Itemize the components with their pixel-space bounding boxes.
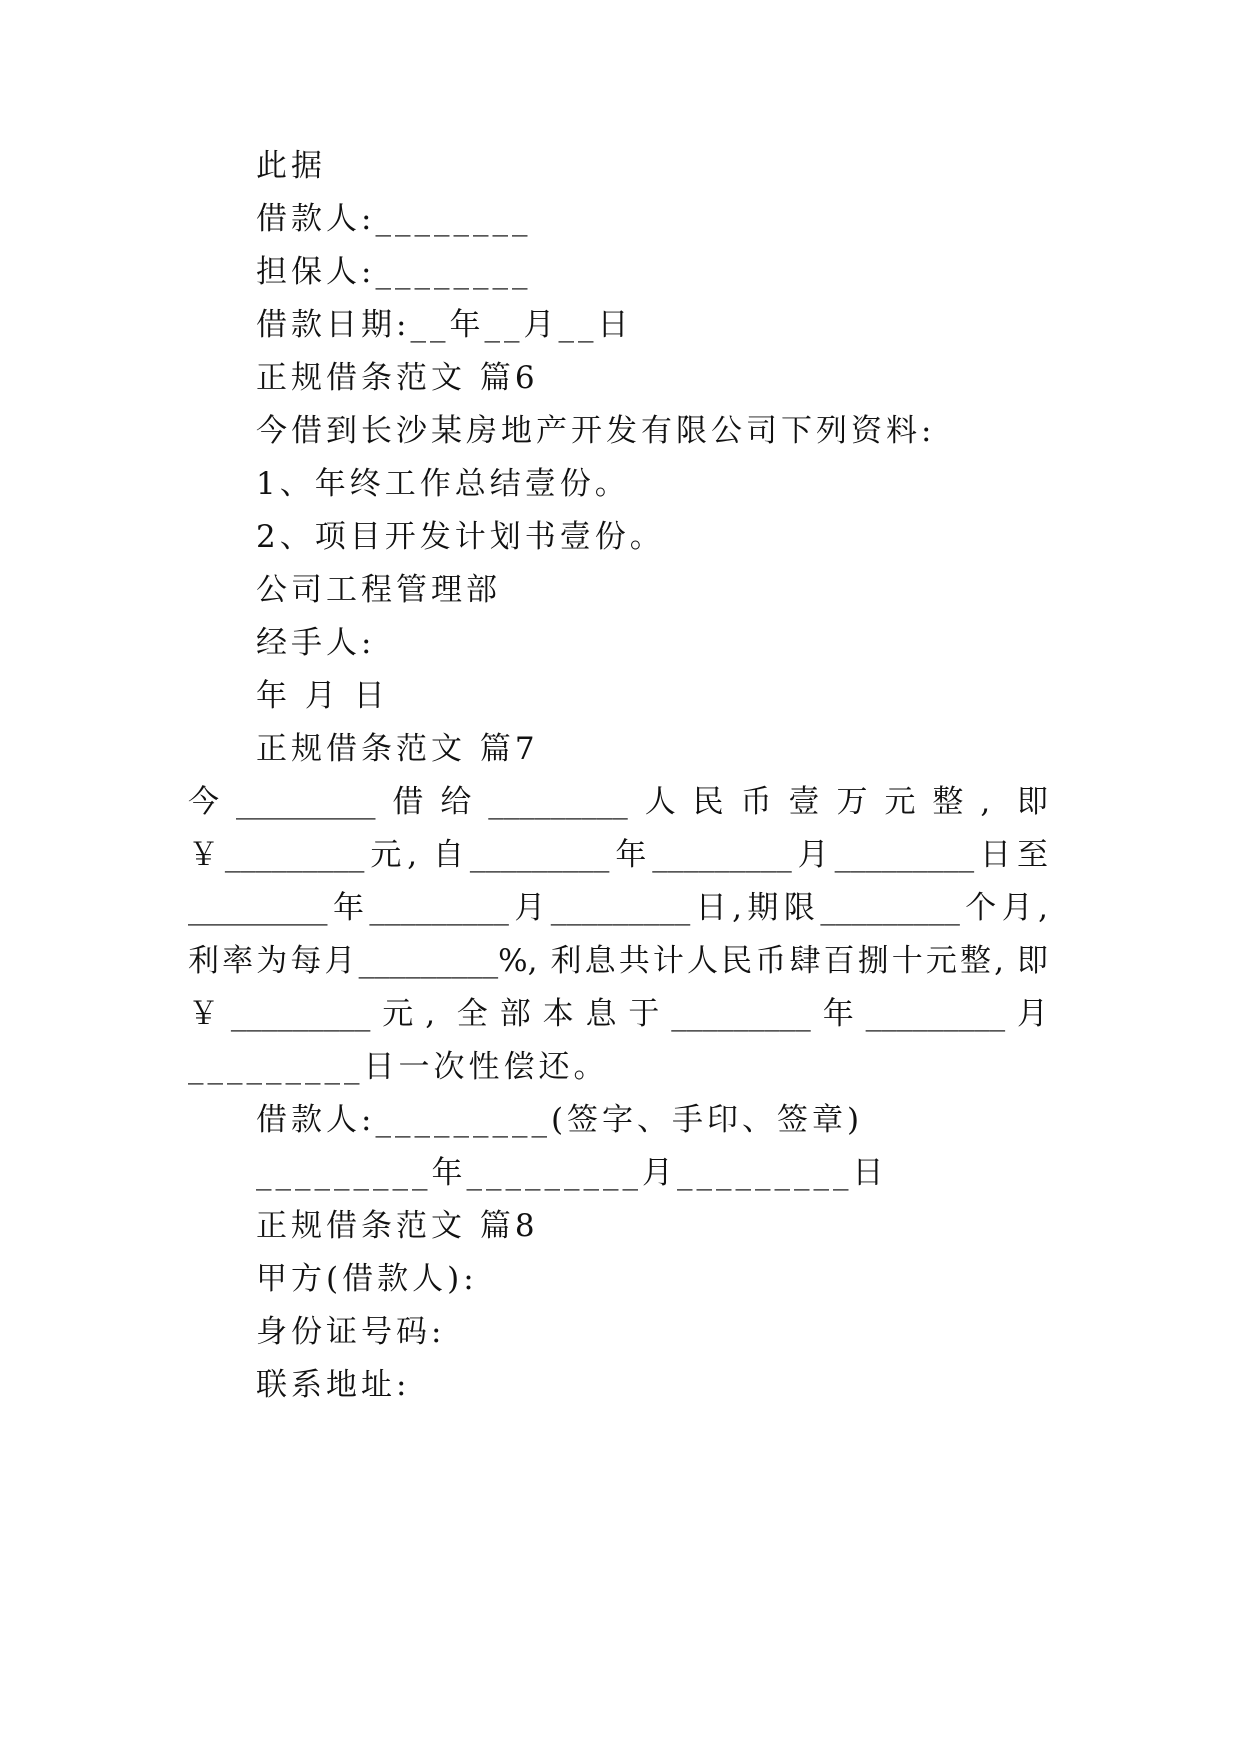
- text-line-guarantor: 担保人:________: [256, 254, 532, 290]
- paragraph-line-4: 利率为每月_________%, 利息共计人民币肆百捌十元整, 即: [188, 943, 1048, 979]
- section-heading-8: 正规借条范文 篇8: [256, 1208, 539, 1244]
- text-line-borrow-materials: 今借到长沙某房地产开发有限公司下列资料:: [256, 413, 936, 449]
- paragraph-line-1: 今_________借给_________人民币壹万元整, 即: [188, 784, 1048, 820]
- paragraph-line-5: ￥_________元, 全部本息于_________年_________月: [188, 996, 1048, 1032]
- paragraph-line-2: ￥_________元, 自_________年_________月_________日至: [188, 837, 1048, 873]
- text-line-id-number: 身份证号码:: [256, 1314, 446, 1350]
- text-line-party-a: 甲方(借款人):: [256, 1261, 478, 1297]
- text-line-loan-date: 借款日期:__年__月__日: [256, 307, 633, 343]
- list-item-2: 2、项目开发计划书壹份。: [256, 519, 665, 555]
- text-line-cizhu: 此据: [256, 148, 326, 184]
- paragraph-line-6: _________日一次性偿还。: [188, 1049, 609, 1085]
- list-item-1: 1、年终工作总结壹份。: [256, 466, 630, 502]
- paragraph-line-3: _________年_________月_________日,期限_________个月,: [188, 890, 1048, 926]
- text-line-borrower: 借款人:________: [256, 201, 532, 237]
- section-heading-6: 正规借条范文 篇6: [256, 360, 539, 396]
- text-line-date: 年 月 日: [256, 678, 389, 714]
- text-line-department: 公司工程管理部: [256, 572, 501, 608]
- text-line-handler: 经手人:: [256, 625, 376, 661]
- text-line-address: 联系地址:: [256, 1367, 411, 1403]
- section-heading-7: 正规借条范文 篇7: [256, 731, 539, 767]
- text-line-sign-date: _________年_________月_________日: [256, 1155, 888, 1191]
- text-line-borrower-sign: 借款人:_________(签字、手印、签章): [256, 1102, 864, 1138]
